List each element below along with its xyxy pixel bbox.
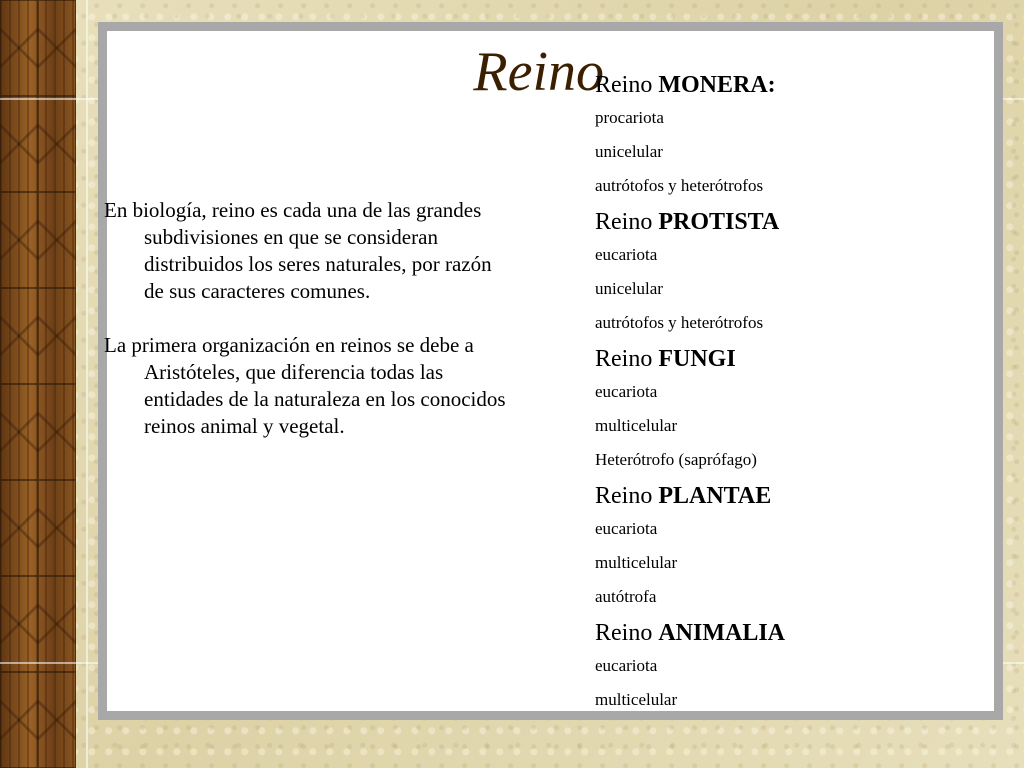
kingdom-prefix: Reino: [595, 346, 653, 372]
kingdom-trait: eucariota: [595, 519, 658, 538]
intro-paragraph: En biología, reino es cada una de las grandes subdivisiones en que se consideran distribuidos los seres naturales, por razón de sus caracteres comunes.: [104, 198, 492, 303]
kingdom-name: PLANTAE: [658, 483, 772, 509]
kingdom-trait: eucariota: [595, 245, 658, 264]
kingdom-name: PROTISTA: [658, 209, 780, 235]
kingdom-heading: [595, 480, 955, 512]
kingdom-trait: autótrofa: [595, 587, 657, 606]
kingdom-prefix: Reino: [595, 620, 653, 646]
kingdom-name: MONERA:: [658, 72, 776, 98]
kingdom-animalia: [595, 617, 955, 717]
intro-text: [104, 197, 509, 467]
wood-border-decoration: [0, 0, 76, 768]
kingdom-trait: autrótofos y heterótrofos: [595, 176, 764, 195]
kingdom-trait: eucariota: [595, 382, 658, 401]
intro-paragraph: La primera organización en reinos se debe a Aristóteles, que diferencia todas las entidades de la naturaleza en los conocidos reinos animal y vegetal.: [104, 333, 506, 438]
kingdom-trait: autrótofos y heterótrofos: [595, 313, 764, 332]
kingdom-trait: Heterótrofo (saprófago): [595, 450, 757, 469]
kingdom-trait: multicelular: [595, 690, 678, 709]
kingdom-list: [595, 66, 955, 717]
kingdom-prefix: Reino: [595, 483, 653, 509]
kingdom-trait: procariota: [595, 108, 664, 127]
slide-title: Reino: [473, 41, 604, 103]
kingdom-prefix: Reino: [595, 209, 653, 235]
kingdom-name: FUNGI: [658, 346, 736, 372]
background-line: [86, 0, 88, 768]
kingdom-monera: [595, 69, 955, 203]
kingdom-trait: multicelular: [595, 416, 678, 435]
kingdom-trait: unicelular: [595, 279, 663, 298]
kingdom-protista: [595, 206, 955, 340]
kingdom-heading: [595, 617, 955, 649]
kingdom-heading: [595, 343, 955, 375]
wood-lattice: [0, 0, 76, 768]
kingdom-prefix: Reino: [595, 72, 653, 98]
kingdom-trait: unicelular: [595, 142, 663, 161]
kingdom-fungi: [595, 343, 955, 477]
kingdom-plantae: [595, 480, 955, 614]
kingdom-trait: eucariota: [595, 656, 658, 675]
kingdom-heading: [595, 69, 955, 101]
kingdom-heading: [595, 206, 955, 238]
kingdom-name: ANIMALIA: [658, 620, 785, 646]
kingdom-trait: multicelular: [595, 553, 678, 572]
